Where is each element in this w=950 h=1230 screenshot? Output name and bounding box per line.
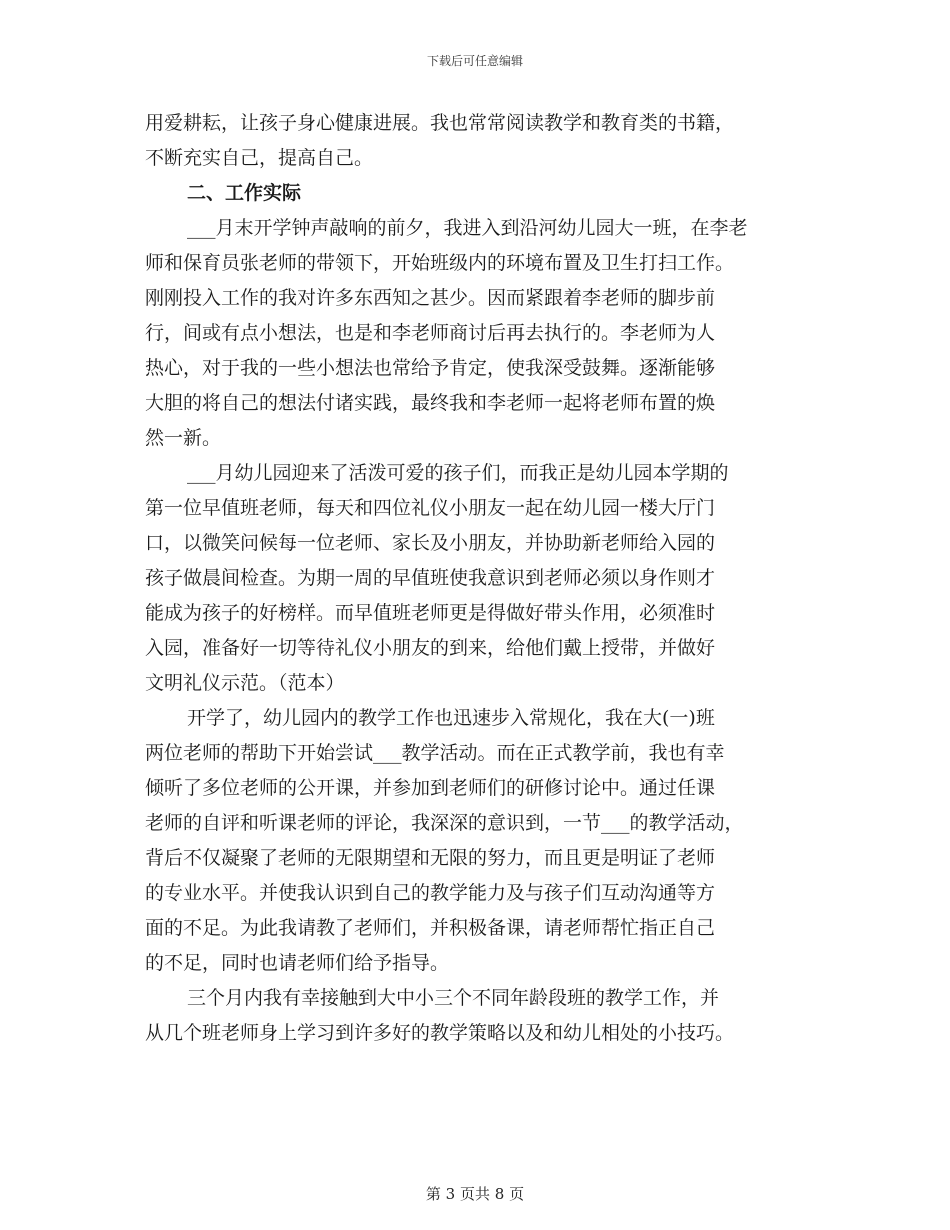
text-line: 不断充实自己，提高自己。 xyxy=(145,147,374,169)
page-footer: 第 3 页共 8 页 xyxy=(425,1185,525,1203)
text-line: 口，以微笑问候每一位老师、家长及小朋友，并协助新老师给入园的 xyxy=(145,532,716,554)
text-line: ___月幼儿园迎来了活泼可爱的孩子们，而我正是幼儿园本学期的 xyxy=(187,462,729,484)
document-body xyxy=(145,106,825,1051)
text-line: 三个月内我有幸接触到大中小三个不同年龄段班的教学工作，并 xyxy=(187,987,720,1009)
text-line: 师和保育员张老师的带领下，开始班级内的环境布置及卫生打扫工作。 xyxy=(145,252,735,274)
text-line: 孩子做晨间检查。为期一周的早值班使我意识到老师必须以身作则才 xyxy=(145,567,716,589)
text-line: ___月末开学钟声敲响的前夕，我进入到沿河幼儿园大一班，在李老 xyxy=(187,217,748,239)
section-heading: 二、工作实际 xyxy=(187,182,302,204)
paragraph-intro-continued xyxy=(145,106,825,176)
text-line: 第一位早值班老师，每天和四位礼仪小朋友一起在幼儿园一楼大厅门 xyxy=(145,497,716,519)
text-line: 的不足，同时也请老师们给予指导。 xyxy=(145,952,450,974)
text-line: 行，间或有点小想法，也是和李老师商讨后再去执行的。李老师为人 xyxy=(145,322,716,344)
page-header: 下载后可任意编辑 xyxy=(426,54,523,68)
text-line: 文明礼仪示范。（范本） xyxy=(145,672,345,694)
text-line: 大胆的将自己的想法付诸实践，最终我和李老师一起将老师布置的焕 xyxy=(145,392,716,414)
text-line: 入园，准备好一切等待礼仪小朋友的到来，给他们戴上授带，并做好 xyxy=(145,637,716,659)
paragraph-work-start xyxy=(145,211,825,456)
text-line: 从几个班老师身上学习到许多好的教学策略以及和幼儿相处的小技巧。 xyxy=(145,1022,735,1044)
text-line: 背后不仅凝聚了老师的无限期望和无限的努力，而且更是明证了老师 xyxy=(145,847,716,869)
text-line: 的专业水平。并使我认识到自己的教学能力及与孩子们互动沟通等方 xyxy=(145,882,716,904)
text-line: 用爱耕耘，让孩子身心健康进展。我也常常阅读教学和教育类的书籍， xyxy=(145,112,735,134)
text-line: 面的不足。为此我请教了老师们，并积极备课，请老师帮忙指正自己 xyxy=(145,917,716,939)
text-line: 开学了，幼儿园内的教学工作也迅速步入常规化，我在大(一)班 xyxy=(187,707,715,729)
text-line: 热心，对于我的一些小想法也常给予肯定，使我深受鼓舞。逐渐能够 xyxy=(145,357,716,379)
text-line: 能成为孩子的好榜样。而早值班老师更是得做好带头作用，必须准时 xyxy=(145,602,716,624)
paragraph-teaching xyxy=(145,701,825,981)
text-line: 两位老师的帮助下开始尝试___教学活动。而在正式教学前，我也有幸 xyxy=(145,742,725,764)
text-line: 倾听了多位老师的公开课，并参加到老师们的研修讨论中。通过任课 xyxy=(145,777,716,799)
text-line: 刚刚投入工作的我对许多东西知之甚少。因而紧跟着李老师的脚步前 xyxy=(145,287,716,309)
paragraph-morning-duty xyxy=(145,456,825,701)
text-line: 然一新。 xyxy=(145,427,222,449)
text-line: 老师的自评和听课老师的评论，我深深的意识到，一节___的教学活动， xyxy=(145,812,744,834)
paragraph-three-months xyxy=(145,981,825,1051)
